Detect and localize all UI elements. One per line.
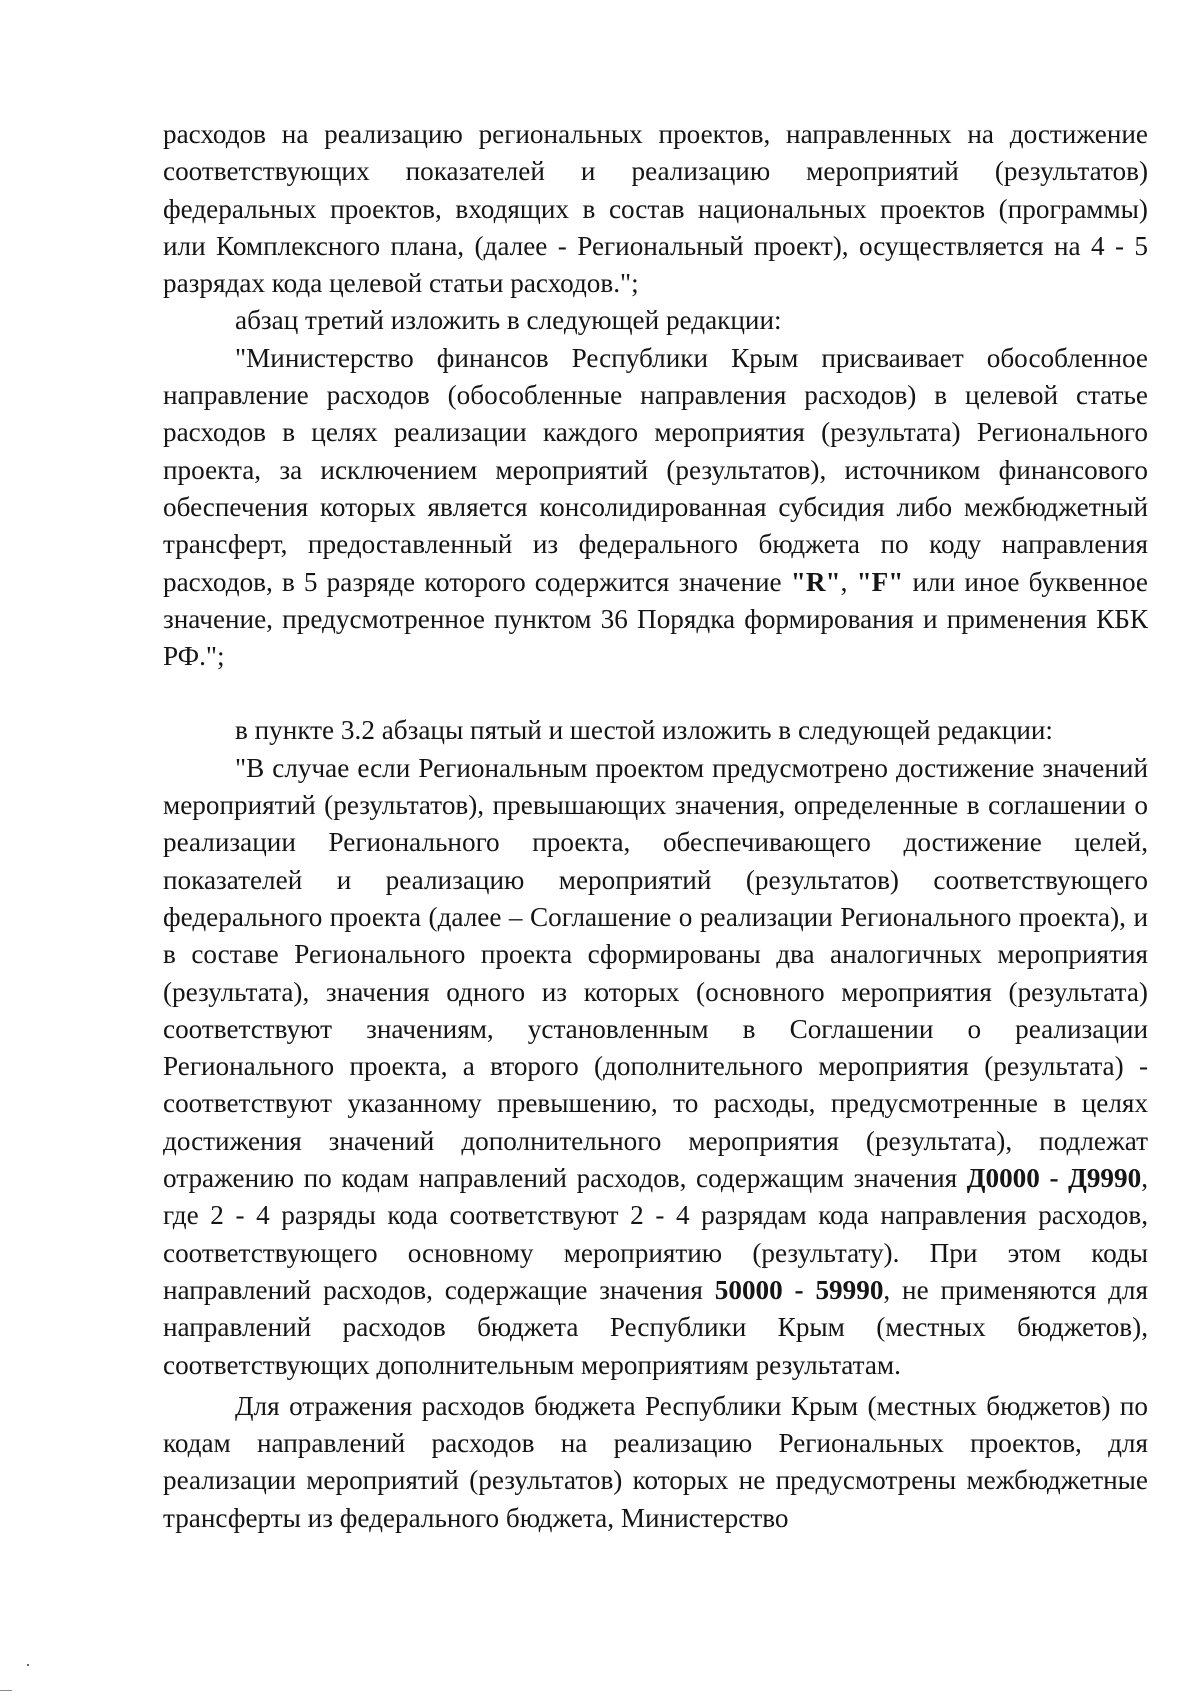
code-range-d: Д0000 - Д9990: [966, 1163, 1142, 1194]
paragraph-text: , не применяются для направлений расходов бюджета Республики Крым (местных бюджетов), соответствующих дополнительным мероприятиям результатам.: [163, 1274, 1148, 1380]
paragraph-text: "В случае если Региональным проектом предусмотрено достижение значений мероприятий (результатов), превышающих значения, определенные в соглашении о реализации Регионального проекта, обеспечивающего достижение целей, показателей и реализацию мероприятий (результатов) соответствующего федерального проекта (далее – Соглашение о реализации Регионального проекта), и в составе Регионального проекта сформированы два аналогичных мероприятия (результата), значения одного из которых (основного мероприятия (результата) соответствуют значениям, установленным в Соглашении о реализации Регионального проекта, а второго (дополнительного мероприятия (результата) - соответствуют указанному превышению, то расходы, предусмотренные в целях достижения значений дополнительного мероприятия (результата), подлежат отражению по кодам направлений расходов, содержащим значения: [163, 752, 1148, 1194]
paragraph-text: ,: [840, 566, 857, 597]
paragraph-amendment-instruction: абзац третий изложить в следующей редакции:: [235, 305, 782, 336]
paragraph-clause-3-2-instruction: в пункте 3.2 абзацы пятый и шестой изложить в следующей редакции:: [235, 715, 1053, 746]
paragraph-text: или иное буквенное значение, предусмотренное пунктом 36 Порядка формирования и применения КБК РФ.";: [163, 566, 1149, 672]
code-range-5: 50000 - 59990: [714, 1274, 884, 1305]
document-body: [163, 116, 1148, 1537]
paragraph-continuation: расходов на реализацию региональных проектов, направленных на достижение соответствующих показателей и реализацию мероприятий (результатов) федеральных проектов, входящих в состав национальных проектов (программы) или Комплексного плана, (далее - Региональный проект), осуществляется на 4 - 5 разрядах кода целевой статьи расходов.";: [163, 119, 1148, 299]
paragraph-expense-reflection: Для отражения расходов бюджета Республики Крым (местных бюджетов) по кодам направлений расходов на реализацию Региональных проектов, для реализации мероприятий (результатов) которых не предусмотрены межбюджетные трансферты из федерального бюджета, Министерство: [163, 1390, 1148, 1533]
code-value-f: "F": [856, 566, 904, 597]
scan-artifact: [27, 1664, 29, 1666]
scan-artifact: [0, 1690, 12, 1691]
code-value-r: "R": [790, 566, 841, 597]
paragraph-regional-project-case: [163, 750, 1148, 1384]
paragraph-text: "Министерство финансов Республики Крым присваивает обособленное направление расходов (обособленные направления расходов) в целевой статье расходов в целях реализации каждого мероприятия (результата) Регионального проекта, за исключением мероприятий (результатов), источником финансового обеспечения которых является консолидированная субсидия либо межбюджетный трансферт, предоставленный из федерального бюджета по коду направления расходов, в 5 разряде которого содержится значение: [163, 342, 1148, 597]
paragraph-ministry-assignment: [163, 340, 1148, 676]
paragraph-text: , где 2 - 4 разряды кода соответствуют 2 - 4 разрядам кода направления расходов, соответствующего основному мероприятию (результату). При этом коды направлений расходов, содержащие значения: [163, 1163, 1149, 1305]
